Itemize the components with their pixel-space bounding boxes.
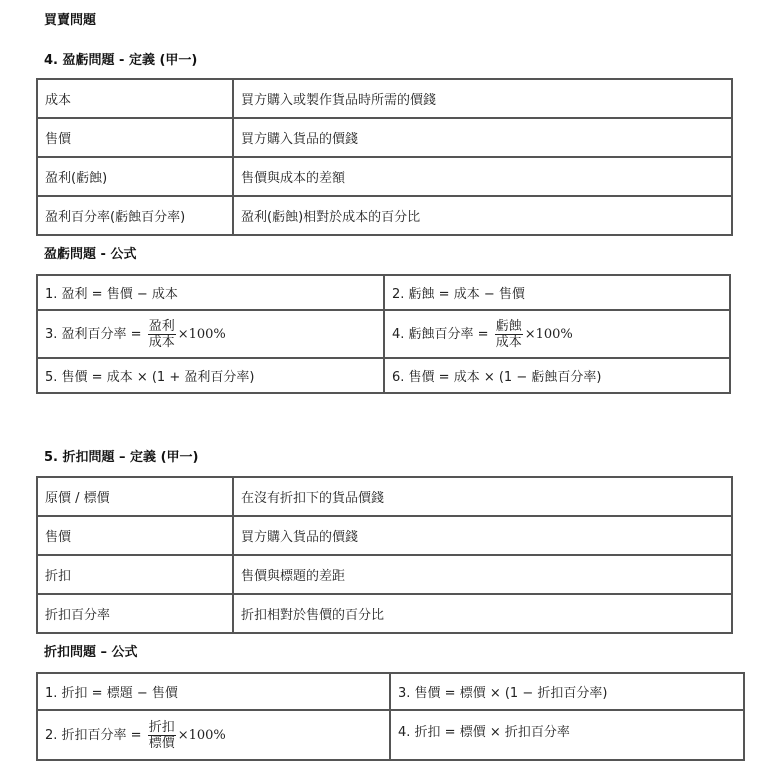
table-row [37,196,732,235]
section5-formula-table [36,672,745,761]
fraction [148,720,176,751]
formula-prefix: 4. 虧蝕百分率 = [392,326,489,342]
page-title: 買賣問題 [44,13,97,28]
formula-prefix: 2. 折扣百分率 = [45,727,142,743]
fraction [495,319,523,350]
definition-cell: 折扣相對於售價的百分比 [233,594,732,633]
definition-cell: 售價與成本的差額 [233,157,732,196]
table-row [37,710,744,760]
definition-cell: 盈利(虧蝕)相對於成本的百分比 [233,196,732,235]
term-cell: 盈利百分率(虧蝕百分率) [37,196,233,235]
section5-definition-table [36,476,733,634]
table-row [37,157,732,196]
formula-cell: 3. 售價 = 標價 × (1 − 折扣百分率) [390,673,744,710]
formula-prefix: 3. 盈利百分率 = [45,326,142,342]
section4-formula-heading: 盈虧問題 - 公式 [44,247,137,262]
fraction [148,319,176,350]
section4-heading: 4. 盈虧問題 - 定義 (甲一) [44,53,198,68]
definition-cell: 在沒有折扣下的貨品價錢 [233,477,732,516]
section5-heading: 5. 折扣問題 – 定義 (甲一) [44,450,199,465]
term-cell: 售價 [37,118,233,157]
table-row [37,516,732,555]
fraction-denominator: 成本 [148,334,175,350]
section4-formula-table [36,274,731,394]
table-row [37,79,732,118]
formula-cell [384,310,730,358]
fraction-numerator: 虧蝕 [495,318,522,334]
term-cell: 售價 [37,516,233,555]
definition-cell: 買方購入貨品的價錢 [233,118,732,157]
term-cell: 原價 / 標價 [37,477,233,516]
term-cell: 盈利(虧蝕) [37,157,233,196]
table-row [37,358,730,393]
table-row [37,118,732,157]
table-row [37,673,744,710]
section5-formula-heading: 折扣問題 – 公式 [44,645,138,660]
formula-suffix: ×100% [524,326,573,342]
table-row [37,477,732,516]
table-row [37,555,732,594]
formula-suffix: ×100% [177,727,226,743]
fraction-denominator: 成本 [495,334,522,350]
formula-cell [37,310,384,358]
term-cell: 折扣 [37,555,233,594]
formula-cell: 6. 售價 = 成本 × (1 − 虧蝕百分率) [384,358,730,393]
formula-cell: 5. 售價 = 成本 × (1 + 盈利百分率) [37,358,384,393]
term-cell: 成本 [37,79,233,118]
definition-cell: 買方購入貨品的價錢 [233,516,732,555]
section4-definition-table [36,78,733,236]
definition-cell: 售價與標題的差距 [233,555,732,594]
formula-cell: 1. 折扣 = 標題 − 售價 [37,673,390,710]
fraction-denominator: 標價 [148,735,175,751]
table-row [37,594,732,633]
term-cell: 折扣百分率 [37,594,233,633]
formula-cell: 2. 虧蝕 = 成本 − 售價 [384,275,730,310]
formula-suffix: ×100% [177,326,226,342]
table-row [37,275,730,310]
fraction-numerator: 盈利 [148,318,175,334]
formula-cell: 1. 盈利 = 售價 − 成本 [37,275,384,310]
fraction-numerator: 折扣 [148,719,175,735]
formula-cell [37,710,390,760]
definition-cell: 買方購入或製作貨品時所需的價錢 [233,79,732,118]
formula-cell: 4. 折扣 = 標價 × 折扣百分率 [390,710,744,760]
table-row [37,310,730,358]
